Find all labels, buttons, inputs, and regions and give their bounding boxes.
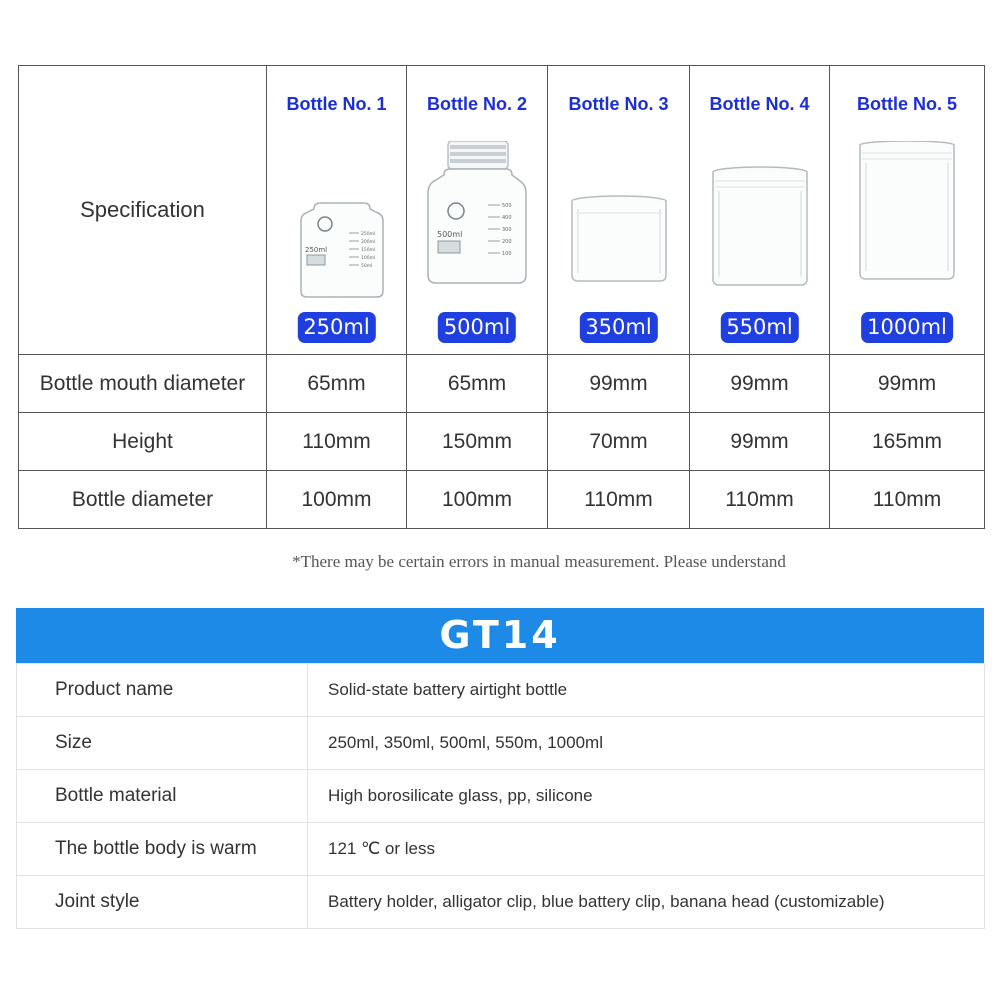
spec-row-height bbox=[19, 413, 985, 471]
gt-row-joint-style bbox=[17, 876, 985, 929]
gt-row-label: Product name bbox=[17, 664, 308, 717]
row-value: 150mm bbox=[407, 413, 548, 471]
gt-row-temperature bbox=[17, 823, 985, 876]
row-value: 65mm bbox=[267, 355, 407, 413]
spec-header-row bbox=[19, 66, 985, 355]
gt-row-value: 250ml, 350ml, 500ml, 550m, 1000ml bbox=[308, 717, 985, 770]
gt-row-label: Size bbox=[17, 717, 308, 770]
bottle-title: Bottle No. 2 bbox=[426, 94, 527, 114]
gt14-table bbox=[16, 663, 985, 929]
row-value: 165mm bbox=[830, 413, 985, 471]
bottle-cell-2 bbox=[407, 66, 548, 355]
row-label: Bottle mouth diameter bbox=[19, 355, 267, 413]
jar-image-tall bbox=[830, 141, 984, 301]
jar-image-medium bbox=[690, 141, 829, 301]
spec-row-mouth-diameter bbox=[19, 355, 985, 413]
gt-row-value: Battery holder, alligator clip, blue battery clip, banana head (customizable) bbox=[308, 876, 985, 929]
capacity-badge: 350ml bbox=[579, 312, 657, 343]
bottle-cell-1 bbox=[267, 66, 407, 355]
spec-header-label-cell bbox=[19, 66, 267, 355]
row-value: 110mm bbox=[548, 471, 690, 529]
gt14-header: GT14 bbox=[16, 608, 984, 663]
gt-row-material bbox=[17, 770, 985, 823]
gt-row-value: High borosilicate glass, pp, silicone bbox=[308, 770, 985, 823]
row-label: Height bbox=[19, 413, 267, 471]
bottle-title: Bottle No. 3 bbox=[568, 94, 669, 114]
bottle-cell-5 bbox=[830, 66, 985, 355]
row-value: 99mm bbox=[830, 355, 985, 413]
spec-row-bottle-diameter bbox=[19, 471, 985, 529]
row-value: 110mm bbox=[690, 471, 830, 529]
bottle-image-square-500 bbox=[407, 141, 547, 301]
bottle-2-scale-label: 200 bbox=[502, 239, 512, 245]
bottle-2-scale-label: 300 bbox=[502, 227, 512, 233]
capacity-badge: 500ml bbox=[438, 312, 516, 343]
row-value: 70mm bbox=[548, 413, 690, 471]
bottle-1-scale-label: 200ml bbox=[360, 240, 375, 245]
gt-row-label: Bottle material bbox=[17, 770, 308, 823]
bottle-cell-4 bbox=[690, 66, 830, 355]
spec-table bbox=[18, 65, 985, 529]
row-value: 99mm bbox=[690, 413, 830, 471]
bottle-title: Bottle No. 4 bbox=[709, 94, 810, 114]
row-value: 100mm bbox=[407, 471, 548, 529]
capacity-badge: 250ml bbox=[297, 312, 375, 343]
bottle-1-volume-text: 250ml bbox=[304, 246, 327, 254]
gt-row-value: 121 ℃ or less bbox=[308, 823, 985, 876]
capacity-badge: 1000ml bbox=[861, 312, 953, 343]
gt-row-size bbox=[17, 717, 985, 770]
bottle-2-volume-text: 500ml bbox=[437, 230, 463, 239]
row-value: 110mm bbox=[267, 413, 407, 471]
gt-row-product-name bbox=[17, 664, 985, 717]
bottle-cell-3 bbox=[548, 66, 690, 355]
capacity-badge: 550ml bbox=[720, 312, 798, 343]
bottle-image-square-250 bbox=[267, 141, 406, 301]
gt-row-value: Solid-state battery airtight bottle bbox=[308, 664, 985, 717]
specification-label: Specification bbox=[80, 197, 205, 222]
row-value: 99mm bbox=[690, 355, 830, 413]
row-value: 65mm bbox=[407, 355, 548, 413]
bottle-title: Bottle No. 5 bbox=[856, 94, 957, 114]
row-value: 110mm bbox=[830, 471, 985, 529]
row-value: 99mm bbox=[548, 355, 690, 413]
gt-row-label: The bottle body is warm bbox=[17, 823, 308, 876]
gt-row-label: Joint style bbox=[17, 876, 308, 929]
jar-image-short bbox=[548, 141, 689, 301]
measurement-note: *There may be certain errors in manual measurement. Please understand bbox=[292, 552, 786, 571]
row-value: 100mm bbox=[267, 471, 407, 529]
bottle-1-scale-label: 100ml bbox=[360, 256, 375, 261]
bottle-1-scale-label: 50ml bbox=[360, 264, 372, 269]
bottle-2-scale-label: 100 bbox=[502, 251, 512, 257]
row-label: Bottle diameter bbox=[19, 471, 267, 529]
bottle-1-scale-label: 150ml bbox=[360, 248, 375, 253]
bottle-2-scale-label: 500 bbox=[502, 203, 512, 209]
bottle-1-scale-label: 250ml bbox=[360, 232, 375, 237]
bottle-title: Bottle No. 1 bbox=[286, 94, 387, 114]
bottle-2-scale-label: 400 bbox=[502, 215, 512, 221]
